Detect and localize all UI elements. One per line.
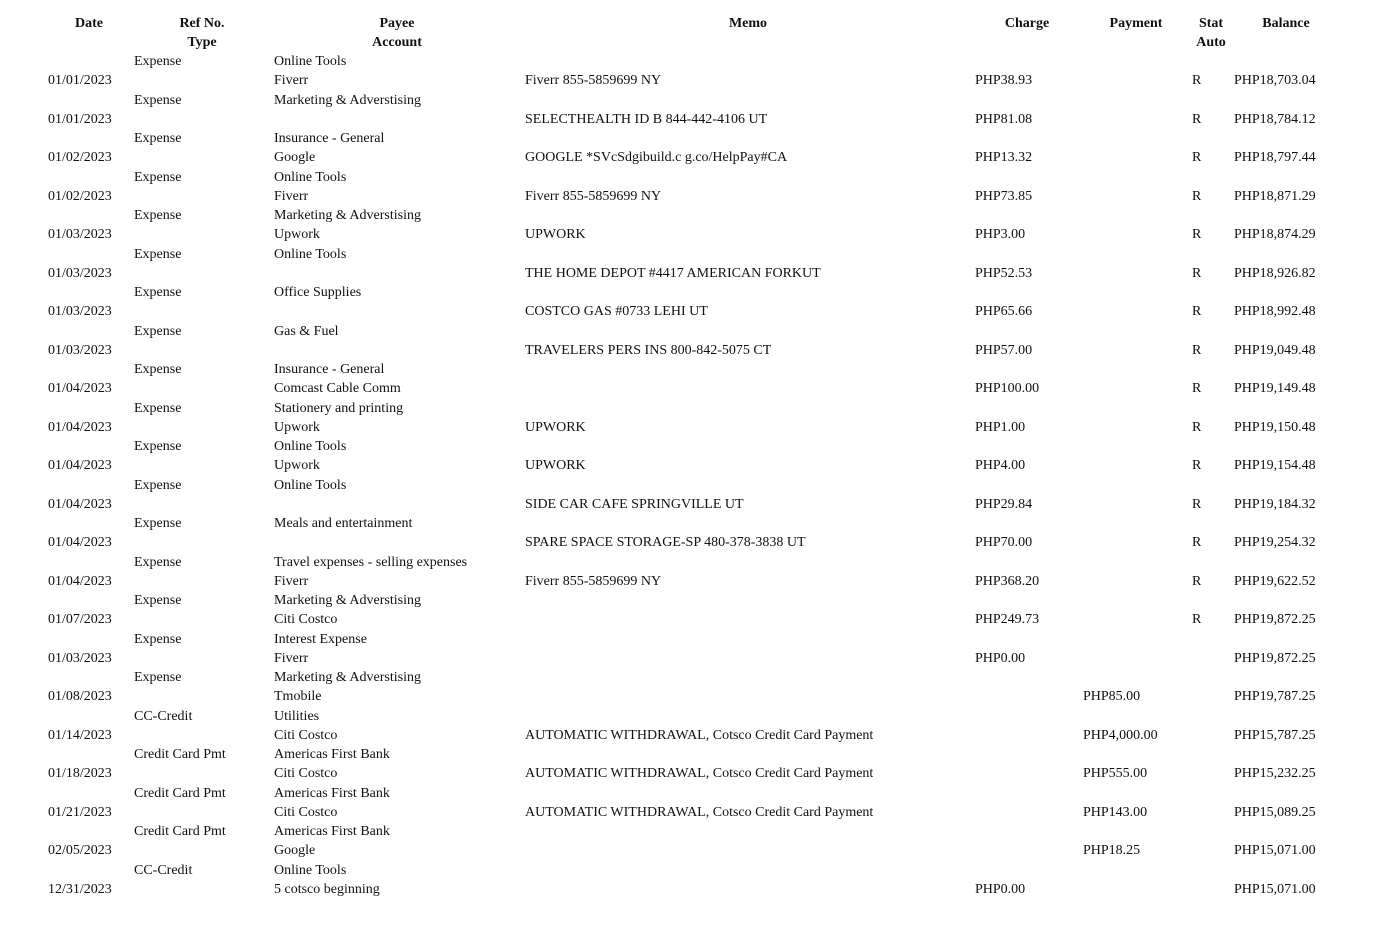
row-account: Stationery and printing bbox=[274, 400, 404, 416]
row-date: 12/31/2023 bbox=[48, 881, 112, 897]
row-charge: PHP368.20 bbox=[975, 573, 1040, 589]
row-payment: PHP555.00 bbox=[1083, 766, 1148, 781]
row-date: 01/04/2023 bbox=[48, 496, 112, 512]
row-type: Expense bbox=[134, 246, 182, 262]
row-account: Marketing & Adverstising bbox=[274, 92, 421, 108]
row-payee: Comcast Cable Comm bbox=[274, 381, 401, 396]
row-account: Travel expenses - selling expenses bbox=[274, 554, 468, 570]
header-payment: Payment bbox=[1109, 16, 1163, 31]
row-balance: PHP19,154.48 bbox=[1234, 458, 1316, 473]
row-balance: PHP19,150.48 bbox=[1234, 419, 1316, 435]
row-payee: Upwork bbox=[274, 458, 320, 473]
row-stat: R bbox=[1192, 419, 1202, 435]
header-stat: Stat bbox=[1198, 16, 1224, 31]
row-memo: Fiverr 855-5859699 NY bbox=[525, 188, 662, 204]
row-balance: PHP15,071.00 bbox=[1234, 843, 1316, 858]
row-type: CC-Credit bbox=[134, 862, 193, 878]
row-stat: R bbox=[1192, 265, 1202, 281]
row-balance: PHP15,787.25 bbox=[1234, 727, 1316, 743]
row-date: 01/02/2023 bbox=[48, 188, 112, 204]
row-account: Insurance - General bbox=[274, 362, 385, 377]
row-memo: TRAVELERS PERS INS 800-842-5075 CT bbox=[525, 342, 772, 358]
row-payee: Google bbox=[274, 843, 316, 858]
header-memo: Memo bbox=[728, 16, 768, 31]
row-balance: PHP19,149.48 bbox=[1234, 381, 1316, 396]
row-balance: PHP18,874.29 bbox=[1234, 227, 1316, 242]
row-date: 01/03/2023 bbox=[48, 265, 112, 281]
row-stat: R bbox=[1192, 381, 1202, 396]
row-balance: PHP19,787.25 bbox=[1234, 689, 1316, 704]
row-charge: PHP38.93 bbox=[975, 73, 1033, 88]
row-account: Marketing & Adverstising bbox=[274, 593, 421, 608]
row-payee: Citi Costco bbox=[274, 766, 338, 781]
row-account: Americas First Bank bbox=[274, 747, 390, 762]
row-date: 01/01/2023 bbox=[48, 73, 112, 88]
row-stat: R bbox=[1192, 304, 1202, 319]
row-date: 01/18/2023 bbox=[48, 766, 112, 781]
row-type: Expense bbox=[134, 593, 182, 608]
row-account: Americas First Bank bbox=[274, 824, 390, 839]
row-payment: PHP18.25 bbox=[1083, 843, 1141, 858]
row-charge: PHP1.00 bbox=[975, 419, 1026, 435]
row-date: 01/14/2023 bbox=[48, 727, 112, 743]
row-account: Online Tools bbox=[274, 54, 347, 69]
row-memo: UPWORK bbox=[525, 458, 586, 473]
row-charge: PHP52.53 bbox=[975, 265, 1033, 281]
row-balance: PHP15,089.25 bbox=[1234, 804, 1316, 820]
row-account: Americas First Bank bbox=[274, 785, 390, 801]
row-charge: PHP0.00 bbox=[975, 881, 1026, 897]
row-memo: SELECTHEALTH ID B 844-442-4106 UT bbox=[525, 111, 768, 127]
row-type: Expense bbox=[134, 323, 182, 339]
row-stat: R bbox=[1192, 111, 1202, 127]
row-memo: SPARE SPACE STORAGE-SP 480-378-3838 UT bbox=[525, 535, 806, 550]
row-balance: PHP15,071.00 bbox=[1234, 881, 1316, 897]
row-balance: PHP18,926.82 bbox=[1234, 265, 1316, 281]
row-payee: Citi Costco bbox=[274, 727, 338, 743]
row-date: 01/21/2023 bbox=[48, 804, 112, 820]
row-account: Online Tools bbox=[274, 169, 347, 185]
row-stat: R bbox=[1192, 73, 1202, 88]
row-balance: PHP18,703.04 bbox=[1234, 73, 1316, 88]
row-type: Credit Card Pmt bbox=[134, 824, 226, 839]
row-stat: R bbox=[1192, 227, 1202, 242]
row-charge: PHP81.08 bbox=[975, 111, 1033, 127]
row-type: Credit Card Pmt bbox=[134, 747, 226, 762]
row-stat: R bbox=[1192, 188, 1202, 204]
row-balance: PHP18,992.48 bbox=[1234, 304, 1316, 319]
row-type: Expense bbox=[134, 169, 182, 185]
row-type: Expense bbox=[134, 554, 182, 570]
header-auto: Auto bbox=[1196, 35, 1226, 50]
row-payee: Citi Costco bbox=[274, 612, 338, 627]
row-charge: PHP70.00 bbox=[975, 535, 1033, 550]
row-stat: R bbox=[1192, 342, 1202, 358]
row-memo: THE HOME DEPOT #4417 AMERICAN FORKUT bbox=[525, 265, 821, 281]
row-payee: Upwork bbox=[274, 227, 320, 242]
row-account: Online Tools bbox=[274, 439, 347, 454]
row-type: Expense bbox=[134, 477, 182, 493]
row-date: 01/07/2023 bbox=[48, 612, 112, 627]
row-memo: AUTOMATIC WITHDRAWAL, Cotsco Credit Card Payment bbox=[525, 804, 874, 820]
row-date: 01/02/2023 bbox=[48, 150, 112, 165]
row-balance: PHP18,871.29 bbox=[1234, 188, 1316, 204]
header-charge: Charge bbox=[1004, 16, 1050, 31]
row-charge: PHP73.85 bbox=[975, 188, 1033, 204]
row-stat: R bbox=[1192, 150, 1202, 165]
row-balance: PHP19,049.48 bbox=[1234, 342, 1316, 358]
row-payee: Tmobile bbox=[274, 689, 322, 704]
row-account: Online Tools bbox=[274, 246, 347, 262]
row-date: 01/01/2023 bbox=[48, 111, 112, 127]
row-memo: AUTOMATIC WITHDRAWAL, Cotsco Credit Card Payment bbox=[525, 766, 874, 781]
header-payee: Payee bbox=[379, 16, 415, 31]
table-row bbox=[0, 861, 1381, 938]
row-account: Meals and entertainment bbox=[274, 516, 413, 531]
row-balance: PHP19,254.32 bbox=[1234, 535, 1316, 550]
row-account: Office Supplies bbox=[274, 285, 362, 300]
row-type: Expense bbox=[134, 131, 182, 146]
row-date: 01/04/2023 bbox=[48, 573, 112, 589]
row-date: 01/04/2023 bbox=[48, 535, 112, 550]
header-account: Account bbox=[372, 35, 422, 50]
row-charge: PHP65.66 bbox=[975, 304, 1033, 319]
row-memo: SIDE CAR CAFE SPRINGVILLE UT bbox=[525, 496, 744, 512]
row-stat: R bbox=[1192, 496, 1202, 512]
header-ref-no: Ref No. bbox=[179, 16, 225, 31]
row-memo: UPWORK bbox=[525, 419, 586, 435]
row-charge: PHP13.32 bbox=[975, 150, 1033, 165]
row-account: Marketing & Adverstising bbox=[274, 670, 421, 685]
row-payee: Fiverr bbox=[274, 188, 309, 204]
row-payment: PHP143.00 bbox=[1083, 804, 1148, 820]
row-payee: Fiverr bbox=[274, 650, 309, 666]
row-type: Credit Card Pmt bbox=[134, 785, 226, 801]
row-charge: PHP3.00 bbox=[975, 227, 1026, 242]
row-type: Expense bbox=[134, 362, 182, 377]
row-account: Interest Expense bbox=[274, 631, 367, 647]
row-date: 01/04/2023 bbox=[48, 419, 112, 435]
row-account: Marketing & Adverstising bbox=[274, 208, 421, 223]
row-balance: PHP15,232.25 bbox=[1234, 766, 1316, 781]
row-stat: R bbox=[1192, 535, 1202, 550]
row-memo: Fiverr 855-5859699 NY bbox=[525, 73, 662, 88]
row-type: Expense bbox=[134, 631, 182, 647]
row-charge: PHP57.00 bbox=[975, 342, 1033, 358]
row-stat: R bbox=[1192, 612, 1202, 627]
row-memo: AUTOMATIC WITHDRAWAL, Cotsco Credit Card Payment bbox=[525, 727, 874, 743]
row-date: 01/03/2023 bbox=[48, 304, 112, 319]
row-balance: PHP19,622.52 bbox=[1234, 573, 1316, 589]
row-date: 02/05/2023 bbox=[48, 843, 112, 858]
row-payee: Citi Costco bbox=[274, 804, 338, 820]
row-charge: PHP100.00 bbox=[975, 381, 1040, 396]
row-payee: Fiverr bbox=[274, 73, 309, 88]
row-charge: PHP0.00 bbox=[975, 650, 1026, 666]
row-payee: 5 cotsco beginning bbox=[274, 881, 380, 897]
header-type: Type bbox=[187, 35, 217, 50]
row-balance: PHP18,797.44 bbox=[1234, 150, 1316, 165]
row-type: Expense bbox=[134, 54, 182, 69]
row-account: Insurance - General bbox=[274, 131, 385, 146]
row-type: CC-Credit bbox=[134, 708, 193, 724]
row-charge: PHP29.84 bbox=[975, 496, 1033, 512]
row-type: Expense bbox=[134, 208, 182, 223]
row-date: 01/03/2023 bbox=[48, 650, 112, 666]
row-account: Online Tools bbox=[274, 477, 347, 493]
row-account: Online Tools bbox=[274, 862, 347, 878]
row-payee: Fiverr bbox=[274, 573, 309, 589]
row-type: Expense bbox=[134, 516, 182, 531]
row-date: 01/08/2023 bbox=[48, 689, 112, 704]
row-memo: COSTCO GAS #0733 LEHI UT bbox=[525, 304, 708, 319]
row-type: Expense bbox=[134, 92, 182, 108]
row-date: 01/04/2023 bbox=[48, 381, 112, 396]
row-date: 01/04/2023 bbox=[48, 458, 112, 473]
row-type: Expense bbox=[134, 439, 182, 454]
row-balance: PHP19,872.25 bbox=[1234, 612, 1316, 627]
row-payee: Upwork bbox=[274, 419, 320, 435]
row-stat: R bbox=[1192, 458, 1202, 473]
row-memo: UPWORK bbox=[525, 227, 586, 242]
row-memo: GOOGLE *SVcSdgibuild.c g.co/HelpPay#CA bbox=[525, 150, 788, 165]
header-balance: Balance bbox=[1262, 16, 1310, 31]
row-date: 01/03/2023 bbox=[48, 342, 112, 358]
row-type: Expense bbox=[134, 285, 182, 300]
row-balance: PHP19,184.32 bbox=[1234, 496, 1316, 512]
header-date: Date bbox=[75, 16, 103, 31]
row-account: Utilities bbox=[274, 708, 320, 724]
row-payee: Google bbox=[274, 150, 316, 165]
row-charge: PHP4.00 bbox=[975, 458, 1026, 473]
row-memo: Fiverr 855-5859699 NY bbox=[525, 573, 662, 589]
row-balance: PHP18,784.12 bbox=[1234, 111, 1316, 127]
row-payment: PHP4,000.00 bbox=[1083, 727, 1158, 743]
row-account: Gas & Fuel bbox=[274, 323, 339, 339]
row-payment: PHP85.00 bbox=[1083, 689, 1141, 704]
row-type: Expense bbox=[134, 400, 182, 416]
row-charge: PHP249.73 bbox=[975, 612, 1040, 627]
row-date: 01/03/2023 bbox=[48, 227, 112, 242]
row-balance: PHP19,872.25 bbox=[1234, 650, 1316, 666]
row-type: Expense bbox=[134, 670, 182, 685]
row-stat: R bbox=[1192, 573, 1202, 589]
